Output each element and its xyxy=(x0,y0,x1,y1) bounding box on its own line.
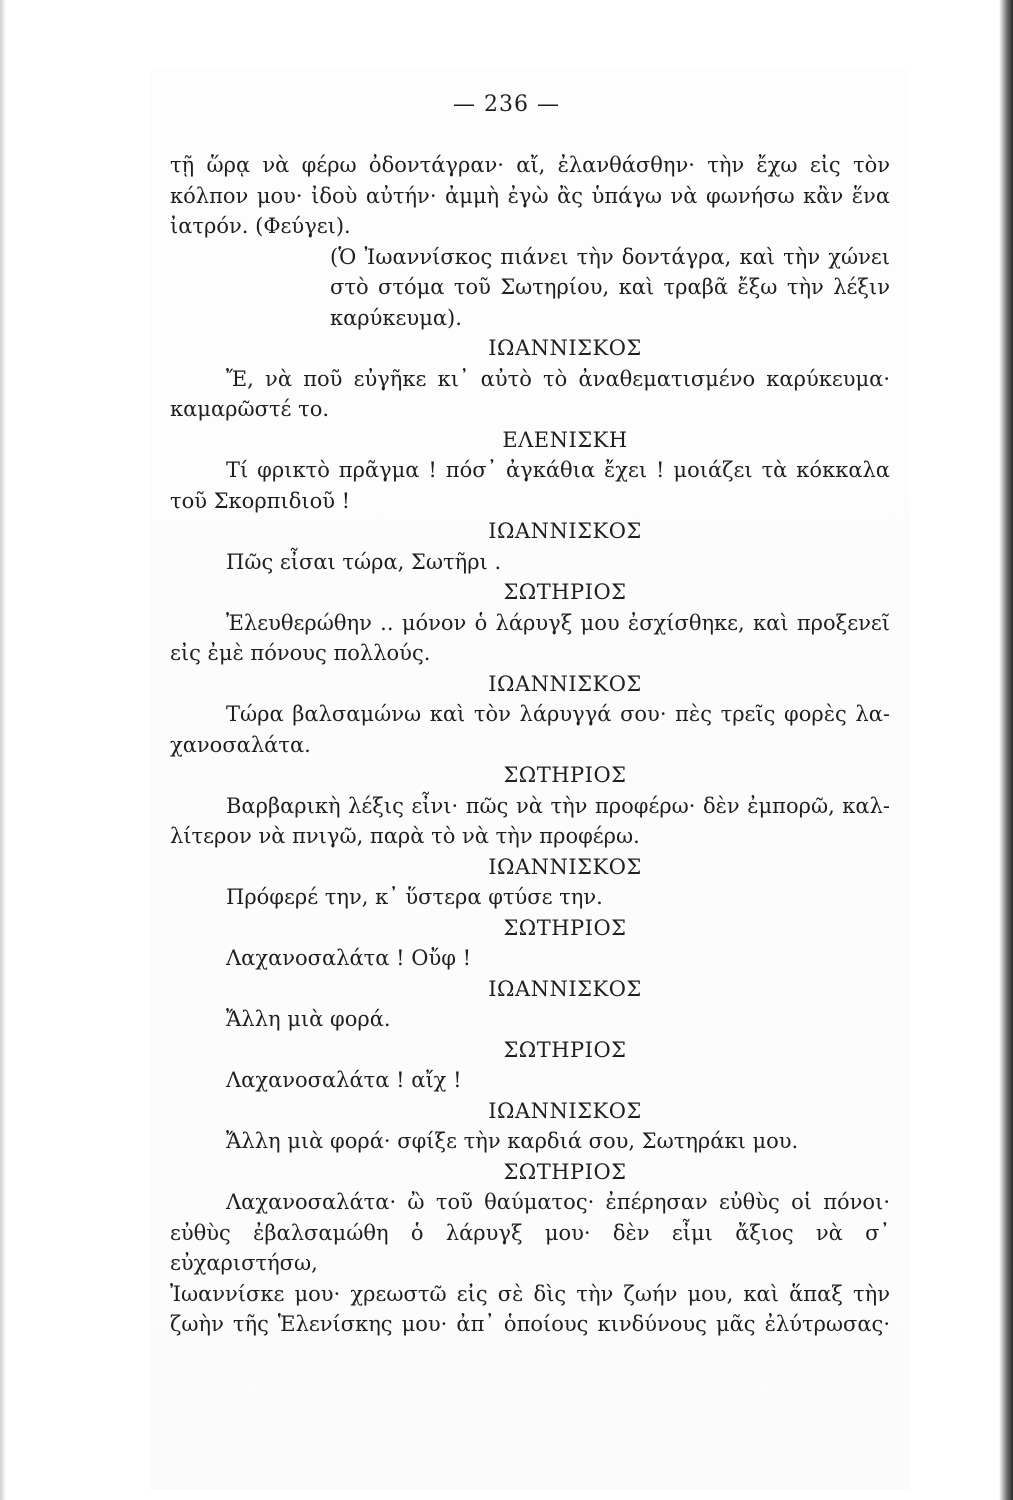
dialogue-line: καμαρῶστέ το. xyxy=(170,397,330,421)
dialogue-line: Ἔ, νὰ ποῦ εὐγῆκε κι᾽ αὐτὸ τὸ ἀναθεματισμένο καρύκευμα· xyxy=(226,366,890,391)
dialogue-line: Ἄλλη μιὰ φορά· σφίξε τὴν καρδιά σου, Σωτηράκι μου. xyxy=(226,1129,799,1153)
speaker-name: ΣΩΤΗΡΙΟΣ xyxy=(503,580,627,604)
dialogue-line: Ἰωαννίσκε μου· χρεωστῶ εἰς σὲ δὶς τὴν ζωήν μου, καὶ ἅπαξ τὴν xyxy=(170,1281,890,1306)
dialogue-line: Λαχανοσαλάτα ! Οὔφ ! xyxy=(226,946,472,970)
dialogue-line: ζωὴν τῆς Ἑλενίσκης μου· ἀπ᾽ ὁποίους κινδύνους μᾶς ἐλύτρωσας· xyxy=(170,1312,890,1336)
speaker-name: ΙΩΑΝΝΙΣΚΟΣ xyxy=(488,671,642,696)
dialogue-line: Τώρα βαλσαμώνω καὶ τὸν λάρυγγά σου· πὲς τρεῖς φορὲς λα- xyxy=(226,702,890,726)
text-line: κόλπον μου· ἰδοὺ αὐτήν· ἀμμὴ ἐγὼ ἂς ὑπάγω νὰ φωνήσω κἂν ἕνα xyxy=(170,183,890,208)
stage-direction-line: καρύκευμα). xyxy=(330,305,462,330)
speaker-name: ΙΩΑΝΝΙΣΚΟΣ xyxy=(488,336,642,360)
speaker-name: ΙΩΑΝΝΙΣΚΟΣ xyxy=(488,1098,642,1123)
stage-direction-line: (Ὁ Ἰωαννίσκος πιάνει τὴν δοντάγρα, καὶ τὴν χώνει xyxy=(330,244,890,269)
dialogue-line: εὐθὺς ἐβαλσαμώθη ὁ λάρυγξ μου· δὲν εἶμι ἄξιος νὰ σ᾽ εὐχαριστήσω, xyxy=(170,1220,890,1275)
dialogue-line: χανοσαλάτα. xyxy=(170,732,311,757)
dialogue-line: Ἐλευθερώθην .. μόνον ὁ λάρυγξ μου ἐσχίσθηκε, καὶ προξενεῖ xyxy=(226,610,890,635)
speaker-name: ΣΩΤΗΡΙΟΣ xyxy=(503,1159,627,1184)
page-edge-left xyxy=(0,0,6,1500)
text-line: τῇ ὥρᾳ νὰ φέρω ὀδοντάγραν· αἴ, ἐλανθάσθην· τὴν ἔχω εἰς τὸν xyxy=(170,153,890,177)
play-text xyxy=(170,150,890,1340)
dialogue-line: Βαρβαρικὴ λέξις εἶνι· πῶς νὰ τὴν προφέρω· δὲν ἐμπορῶ, καλ- xyxy=(226,793,890,818)
dialogue-line: Πρόφερέ την, κ᾽ ὕστερα φτύσε την. xyxy=(226,885,603,909)
stage-direction-line: στὸ στόμα τοῦ Σωτηρίου, καὶ τραβᾶ ἔξω τὴν λέξιν xyxy=(330,275,890,299)
text-line: ἰατρόν. (Φεύγει). xyxy=(170,214,351,238)
speaker-name: ΙΩΑΝΝΙΣΚΟΣ xyxy=(488,519,642,543)
speaker-name: ΣΩΤΗΡΙΟΣ xyxy=(503,763,627,787)
dialogue-line: τοῦ Σκορπιδιοῦ ! xyxy=(170,488,351,513)
stage-direction xyxy=(170,242,890,334)
dialogue-line: λίτερον νὰ πνιγῶ, παρὰ τὸ νὰ τὴν προφέρω. xyxy=(170,824,640,848)
dialogue-line: εἰς ἐμὲ πόνους πολλούς. xyxy=(170,641,431,665)
page-edge-right xyxy=(999,0,1013,1500)
speaker-name: ΣΩΤΗΡΙΟΣ xyxy=(503,1037,627,1062)
speaker-name: ΕΛΕΝΙΣΚΗ xyxy=(502,427,628,452)
dialogue-line: Λαχανοσαλάτα· ὢ τοῦ θαύματος· ἐπέρησαν εὐθὺς οἱ πόνοι· xyxy=(226,1190,890,1214)
speaker-name: ΣΩΤΗΡΙΟΣ xyxy=(503,915,627,940)
dialogue-line: Ἄλλη μιὰ φορά. xyxy=(226,1007,391,1031)
dialogue-line: Τί φρικτὸ πρᾶγμα ! πόσ᾽ ἀγκάθια ἔχει ! μοιάζει τὰ κόκκαλα xyxy=(226,458,890,482)
page-number: — 236 — xyxy=(453,92,560,117)
dialogue-line: Λαχανοσαλάτα ! αἴχ ! xyxy=(226,1068,462,1092)
dialogue-line: Πῶς εἶσαι τώρα, Σωτῆρι . xyxy=(226,549,502,574)
speaker-name: ΙΩΑΝΝΙΣΚΟΣ xyxy=(488,976,642,1001)
speaker-name: ΙΩΑΝΝΙΣΚΟΣ xyxy=(488,854,642,879)
